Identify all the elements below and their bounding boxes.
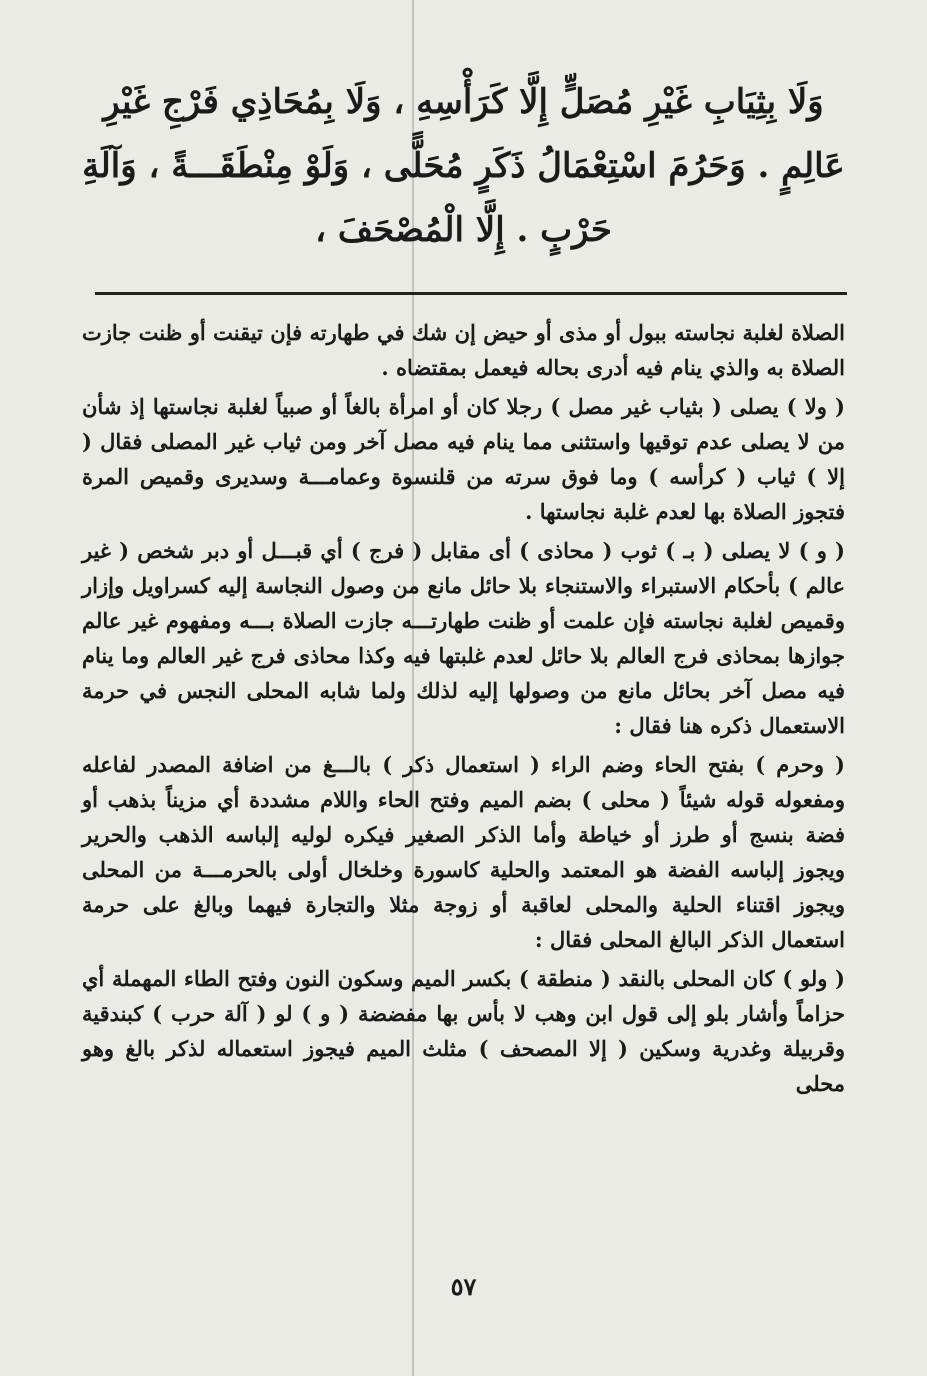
separator-rule xyxy=(95,292,847,295)
matn-line: وَلَا بِثِيَابِ غَيْرِ مُصَلٍّ إِلَّا كَرَأْسِهِ ، وَلَا بِمُحَاذِي فَرْجِ غَيْرِ xyxy=(103,82,824,122)
commentary-paragraph: ( و ) لا يصلى ( بـ ) ثوب ( محاذى ) أى مقابل ( فرج ) أي قبـــل أو دبر شخص ( غير عالم ) بأحكام الاستبراء والاستنجاء بلا حائل مانع من وصول النجاسة إليه كسراويل وإزار وقميص لغلبة نجاسته فإن علمت أو ظنت طهارتـــه جازت الصلاة بـــه ومفهوم غير عالم جوازها بمحاذى فرج العالم بلا حائل لعدم غلبتها فيه وكذا محاذى فرج غير العالم وما ينام فيه مصل آخر بحائل مانع من وصولها إليه لذلك ولما شابه المحلى النجس في حرمة الاستعمال ذكره هنا فقال : xyxy=(82,538,845,738)
commentary-paragraph: ( وحرم ) بفتح الحاء وضم الراء ( استعمال ذكر ) بالـــغ من اضافة المصدر لفاعله ومفعوله قوله شيئاً ( محلى ) بضم الميم وفتح الحاء واللام مشددة أي مزيناً بذهب أو فضة بنسج أو طرز أو خياطة وأما الذكر الصغير فيكره لوليه إلباسه الذهب والحرير ويجوز إلباسه الفضة هو المعتمد والحلية كاسورة وخلخال أولى بالحرمـــة من المحلى ويجوز اقتناء الحلية والمحلى لعاقبة أو زوجة مثلا والتجارة فيهما وبالغ على حرمة استعمال الذكر البالغ المحلى فقال : xyxy=(82,752,845,952)
page-number: ٥٧ xyxy=(450,1272,477,1301)
matn-text xyxy=(80,70,847,262)
commentary-paragraph: الصلاة لغلبة نجاسته ببول أو مذى أو حيض إن شك في طهارته فإن تيقنت أو ظنت جازت الصلاة به والذي ينام فيه أدرى بحاله فيعمل بمقتضاه . xyxy=(82,320,845,380)
matn-line: عَالِمٍ . وَحَرُمَ اسْتِعْمَالُ ذَكَرٍ مُحَلًّى ، وَلَوْ مِنْطَقَـــةً ، وَآلَةِ xyxy=(82,146,845,186)
commentary-paragraph: ( ولو ) كان المحلى بالنقد ( منطقة ) بكسر الميم وسكون النون وفتح الطاء المهملة أي حزاماً وأشار بلو إلى قول ابن وهب لا بأس بها مفضضة ( و ) لو ( آلة حرب ) كبندقية وقربيلة وغدرية وسكين ( إلا المصحف ) مثلث الميم فيجوز استعماله لذكر بالغ وهو محلى xyxy=(82,966,845,1096)
commentary-text xyxy=(82,315,845,1105)
matn-line: حَرْبٍ . إِلَّا الْمُصْحَفَ ، xyxy=(315,210,612,250)
commentary-paragraph: ( ولا ) يصلى ( بثياب غير مصل ) رجلا كان أو امرأة بالغاً أو صبياً لغلبة نجاستها إذ شأن من لا يصلى عدم توقيها واستثنى مما ينام فيه مصل آخر ومن ثياب غير المصلى فقال ( إلا ) ثياب ( كرأسه ) وما فوق سرته من قلنسوة وعمامـــة وسديرى وقميص المرة فتجوز الصلاة بها لعدم غلبة نجاستها . xyxy=(82,394,845,524)
